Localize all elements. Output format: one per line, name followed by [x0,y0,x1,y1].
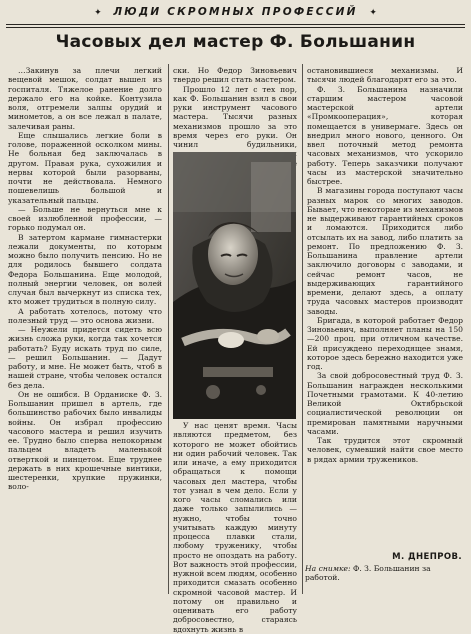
caption-label: На снимке: [305,564,351,573]
article-column-3 [307,66,463,550]
author-byline: М. ДНЕПРОВ. [392,552,462,562]
column-divider [302,64,303,594]
column-divider [168,64,169,594]
paragraph: А работать хотелось, потому что полезный труд — это основа жизни. [8,306,162,325]
article-headline: Часовых дел мастер Ф. Большанин [55,32,416,52]
paragraph: За свой добросовестный труд Ф. З. Большанин награжден несколькими Почетными грамотами. К 40-летию Великой Октябрьской социалистической революции он премирован памятными наручными часами. [307,371,463,436]
ornament-right-icon: ✦ [369,8,377,18]
top-rule [6,24,465,25]
ornament-left-icon: ✦ [94,8,102,18]
paragraph: ски. Но Федор Зиновьевич твердо решил стать мастером. [173,66,297,85]
paragraph: остановившиеся механизмы. И тысячи людей благодарят его за это. [307,66,463,85]
paragraph: Прошло 12 лет с тех пор, как Ф. Большанин взял в свои руки инструмент часового мастера. Тысячи разных механизмов прошло за это время через его руки. Он чинил будильники, [173,84,297,149]
article-column-1 [8,66,162,598]
rubric-text: ЛЮДИ СКРОМНЫХ ПРОФЕССИЙ [113,6,358,18]
paragraph: Он не ошибся. В Орданиске Ф. З. Большанин пришел в артель, где большинство рабочих было инвалиды войны. Он избрал профессию часового мастера и решил изучить ее. Трудно было сперва непокорным пальцем владеть маленькой отверткой и пинцетом. Еще труднее держать в них крошечные винтики, шестеренки, хрупкие пружинки, воло- [8,389,162,492]
paragraph: Бригада, в которой работает Федор Зиновьевич, выполняет планы на 150—200 проц. при отличном качестве. Ей присуждено переходящее знамя, которое здесь бережно находится уже год. [307,315,463,371]
paragraph: — Больше не вернуться мне к своей излюбленной профессии, — горько подумал он. [8,204,162,233]
caption-text: Ф. З. Большанин за работой. [305,564,431,583]
article-photo [173,152,296,419]
paragraph: — Неужели придется сидеть всю жизнь сложа руки, когда так хочется работать? Буду искать труд по силе, — решил Большанин. — Дадут работу, и мне. Не может быть, чтоб в нашей стране, чтобы человек остался без дела. [8,325,162,390]
article-column-2-bottom [173,421,297,634]
photo-watchmaker-image [173,152,296,419]
paragraph: В магазины города поступают часы разных марок со многих заводов. Бывает, что некоторые из механизмов не выдерживают гарантийных сроков и ломаются. Приходится либо отсылать их на завод, либо платить за ремонт. По предложению Ф. З. Большанина правление артели заключило договоры с заводами, и сейчас ремонт часов, не выдерживающих гарантийного времени, делают здесь, а оплату труда часовых мастеров производят заводы. [307,186,463,316]
photo-caption [305,564,463,583]
paragraph: Еще слышались легкие боли в голове, пораженной осколком мины. Не больная бед заключалась в другом. Правая рука, сухожилия и нервы которой были разорваны, почти не действовала. Немного пошевелишь большой и указательный пальцы. [8,130,162,205]
paragraph: Так трудится этот скромный человек, сумевший найти свое место в рядах армии тружеников. [307,436,463,464]
top-rule-thin [6,27,465,28]
paragraph: Ф. З. Большанина назначили старшим мастером часовой мастерской артели «Промкооперация», которая помещается в универмаге. Здесь он внедрил много нового, ценного. Он ввел поточный метод ремонта часовых механизмов, что ускорило работу. Теперь заказчики получают часы из мастерской значительно быстрее. [307,84,463,186]
article-column-2-top [173,66,297,150]
paragraph: В затертом кармане гимнастерки лежали документы, по которым можно было получить пенсию. Но не для родилось бывшего солдата Федора Большанина. Еще молодой, полный энергии человек, он волей случая был вычеркнут из списка тех, кто может трудиться в полную силу. [8,232,162,307]
paragraph: …Закинув за плечи легкий вещевой мешок, солдат вышел из госпиталя. Тяжелое ранение долго держало его на койке. Контузила воля, отгремели залпы орудий и минометов, а он все лежал в палате, залечивая раны. [8,66,162,131]
paragraph: У нас ценят время. Часы являются предметом, без которого не может обойтись ни один рабочий человек. Так или иначе, а ему приходится обращаться к помощи часовых дел мастера, чтобы тот узнал в чем дело. Если у кого часы сломались или даже только запылились — нужно, чтобы точно учитывать каждую минуту процесса плавки стали, любому труженику, чтобы просто не опоздать на работу. Вот важность этой профессии, нужной всем людям, особенно приходится смазать особенно скромной часовой мастер. И потому он правильно и оценивать его работу добросовестно, стараясь вдохнуть жизнь в [173,421,297,634]
section-rubric [0,6,471,18]
